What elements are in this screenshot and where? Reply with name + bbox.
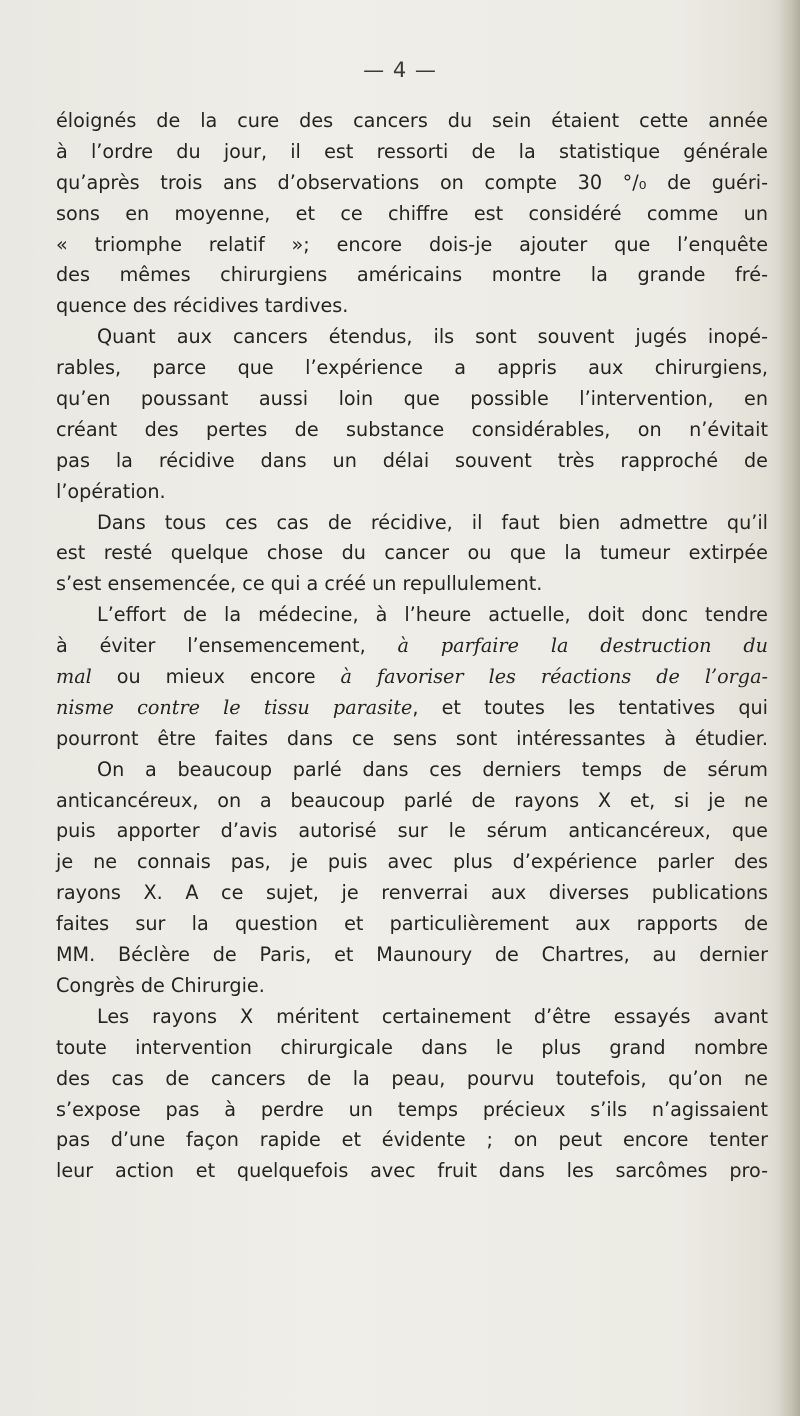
text-line xyxy=(56,816,768,847)
text-segment: Dans tous ces cas de récidive, il faut bien admettre qu’il xyxy=(97,510,768,534)
text-line xyxy=(56,569,768,600)
text-segment: On a beaucoup parlé dans ces derniers temps de sérum xyxy=(97,757,768,781)
text-segment: est resté quelque chose du cancer ou que la tumeur extirpée xyxy=(56,541,768,565)
text-line xyxy=(56,693,768,724)
page-number: — 4 — xyxy=(363,58,437,82)
text-line xyxy=(56,786,768,817)
text-segment: des mêmes chirurgiens américains montre la grande fré- xyxy=(56,263,768,287)
text-line xyxy=(56,353,768,384)
italic-segment: mal xyxy=(56,665,92,689)
text-line xyxy=(56,724,768,755)
text-line xyxy=(56,260,768,291)
text-segment: ou mieux encore xyxy=(91,665,341,689)
text-line xyxy=(56,600,768,631)
text-segment: créant des pertes de substance considérables, on n’évitait xyxy=(56,417,768,441)
text-line xyxy=(56,137,768,168)
text-line xyxy=(56,631,768,662)
text-segment: l’opération. xyxy=(56,479,166,503)
text-line xyxy=(56,1125,768,1156)
text-segment: Congrès de Chirurgie. xyxy=(56,973,265,997)
text-line xyxy=(56,477,768,508)
text-line xyxy=(56,847,768,878)
text-line xyxy=(56,971,768,1002)
text-line xyxy=(56,1156,768,1187)
text-segment: Quant aux cancers étendus, ils sont souvent jugés inopé- xyxy=(97,325,768,349)
text-segment: s’expose pas à perdre un temps précieux s’ils n’agissaient xyxy=(56,1097,768,1121)
text-segment: pourront être faites dans ce sens sont intéressantes à étudier. xyxy=(56,726,768,750)
italic-segment: à parfaire la destruction du xyxy=(397,634,768,658)
text-line xyxy=(56,662,768,693)
text-line xyxy=(56,322,768,353)
text-line xyxy=(56,940,768,971)
text-segment: leur action et quelquefois avec fruit dans les sarcômes pro- xyxy=(56,1159,768,1183)
text-segment: pas la récidive dans un délai souvent très rapproché de xyxy=(56,448,768,472)
text-segment: L’effort de la médecine, à l’heure actuelle, doit donc tendre xyxy=(97,603,768,627)
text-segment: à éviter l’ensemencement, xyxy=(56,634,398,658)
text-segment: quence des récidives tardives. xyxy=(56,294,349,318)
text-segment: « triomphe relatif »; encore dois-je ajouter que l’enquête xyxy=(56,232,768,256)
text-segment: éloignés de la cure des cancers du sein étaient cette année xyxy=(56,109,768,132)
text-line xyxy=(56,415,768,446)
text-line xyxy=(56,106,768,137)
text-segment: qu’après trois ans d’observations on compte 30 °/₀ de guéri- xyxy=(56,170,768,194)
text-line xyxy=(56,291,768,322)
text-segment: pas d’une façon rapide et évidente ; on peut encore tenter xyxy=(56,1128,768,1152)
text-segment: à l’ordre du jour, il est ressorti de la statistique générale xyxy=(56,139,768,163)
text-line xyxy=(56,1002,768,1033)
text-segment: des cas de cancers de la peau, pourvu toutefois, qu’on ne xyxy=(56,1066,768,1090)
text-line xyxy=(56,446,768,477)
text-segment: faites sur la question et particulièrement aux rapports de xyxy=(56,912,768,936)
text-line xyxy=(56,384,768,415)
text-segment: s’est ensemencée, ce qui a créé un repullulement. xyxy=(56,572,543,596)
text-line xyxy=(56,508,768,539)
body-text xyxy=(56,106,768,1187)
italic-segment: à favoriser les réactions de l’orga- xyxy=(340,665,769,689)
text-segment: rables, parce que l’expérience a appris aux chirurgiens, xyxy=(56,356,768,380)
text-line xyxy=(56,1033,768,1064)
text-line xyxy=(56,1095,768,1126)
text-line xyxy=(56,230,768,261)
text-line xyxy=(56,1064,768,1095)
text-line xyxy=(56,538,768,569)
text-segment: , et toutes les tentatives qui xyxy=(412,695,769,719)
text-segment: Les rayons X méritent certainement d’être essayés avant xyxy=(97,1004,768,1028)
text-segment: toute intervention chirurgicale dans le plus grand nombre xyxy=(56,1035,768,1059)
text-segment: MM. Béclère de Paris, et Maunoury de Chartres, au dernier xyxy=(56,943,768,967)
text-segment: puis apporter d’avis autorisé sur le sérum anticancéreux, que xyxy=(56,819,768,843)
italic-segment: nisme contre le tissu parasite xyxy=(56,695,413,719)
text-segment: sons en moyenne, et ce chiffre est considéré comme un xyxy=(56,201,768,225)
text-line xyxy=(56,909,768,940)
text-line xyxy=(56,199,768,230)
text-segment: rayons X. A ce sujet, je renverrai aux diverses publications xyxy=(56,881,768,905)
text-segment: je ne connais pas, je puis avec plus d’expérience parler des xyxy=(56,850,768,874)
text-line xyxy=(56,755,768,786)
text-line xyxy=(56,878,768,909)
text-segment: qu’en poussant aussi loin que possible l’intervention, en xyxy=(56,387,768,411)
text-line xyxy=(56,168,768,199)
text-segment: anticancéreux, on a beaucoup parlé de rayons X et, si je ne xyxy=(56,788,768,812)
page-edge-shadow xyxy=(778,0,800,1416)
